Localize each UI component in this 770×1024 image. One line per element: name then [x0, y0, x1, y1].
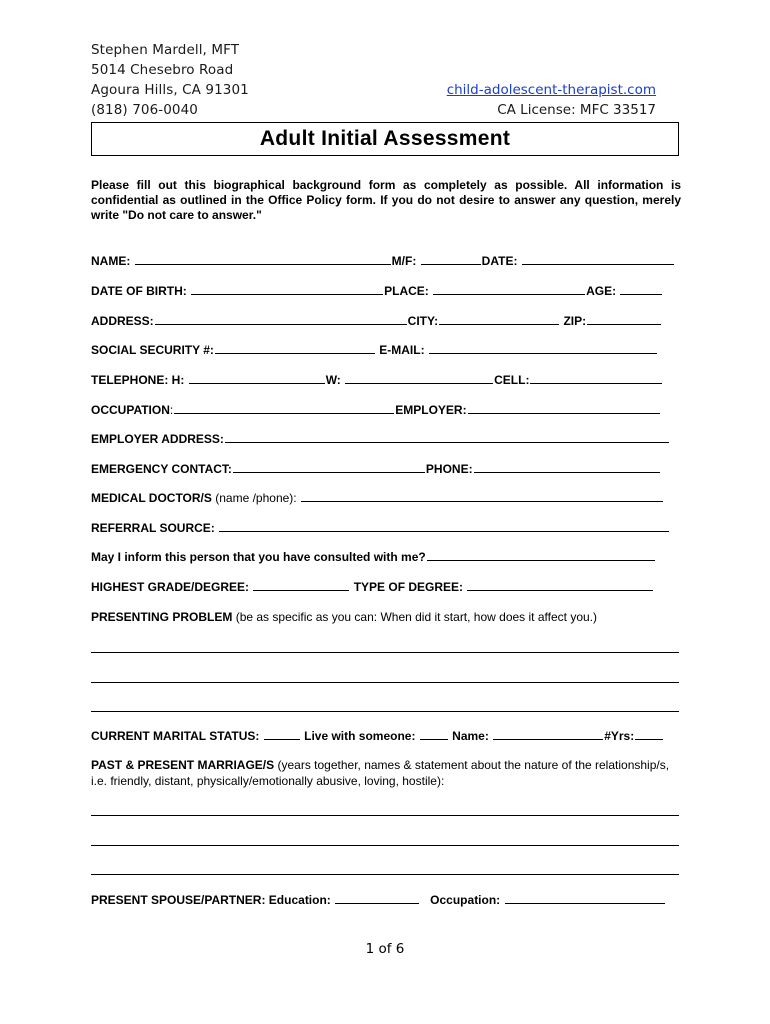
past-marriages-line-1[interactable]	[91, 815, 679, 816]
city-label: CITY:	[407, 314, 439, 328]
past-marriages	[91, 757, 681, 789]
highest-grade-label: HIGHEST GRADE/DEGREE:	[91, 580, 250, 594]
presenting-problem	[91, 609, 681, 625]
employer-address-label: EMPLOYER ADDRESS:	[91, 432, 224, 446]
zip-label: ZIP:	[563, 314, 587, 328]
presenting-problem-hint: (be as specific as you can: When did it start, how does it affect you.)	[235, 610, 597, 624]
mf-label: M/F:	[391, 254, 417, 268]
home-phone-field[interactable]	[189, 372, 325, 384]
spouse-occupation-label: Occupation:	[430, 893, 501, 907]
row-medical-doctor	[91, 490, 664, 506]
office-phone: (818) 706-0040	[91, 102, 198, 118]
row-occupation	[91, 402, 661, 418]
date-field[interactable]	[522, 253, 674, 265]
marital-name-field[interactable]	[493, 728, 603, 740]
presenting-problem-line-1[interactable]	[91, 652, 679, 653]
work-label: W:	[325, 373, 341, 387]
address-label: ADDRESS:	[91, 314, 154, 328]
marital-name-label: Name:	[452, 729, 489, 743]
city-address: Agoura Hills, CA 91301	[91, 82, 249, 98]
row-inform	[91, 549, 656, 565]
marital-status-field[interactable]	[264, 728, 300, 740]
email-label: E-MAIL:	[379, 343, 425, 357]
emergency-phone-field[interactable]	[474, 461, 660, 473]
page-number: 1 of 6	[365, 941, 405, 957]
cell-phone-field[interactable]	[530, 372, 662, 384]
page-title: Adult Initial Assessment	[259, 127, 511, 150]
referral-source-label: REFERRAL SOURCE:	[91, 521, 215, 535]
row-referral	[91, 520, 670, 536]
referral-source-field[interactable]	[219, 520, 669, 532]
email-field[interactable]	[429, 342, 657, 354]
row-dob	[91, 283, 663, 299]
occupation-colon: :	[169, 403, 174, 417]
age-label: AGE:	[586, 284, 617, 298]
age-field[interactable]	[620, 283, 662, 295]
presenting-problem-line-3[interactable]	[91, 711, 679, 712]
row-address	[91, 313, 662, 329]
address-field[interactable]	[155, 313, 407, 325]
spouse-education-field[interactable]	[335, 892, 419, 904]
zip-field[interactable]	[587, 313, 661, 325]
row-education	[91, 579, 654, 595]
row-telephone	[91, 372, 663, 388]
employer-label: EMPLOYER:	[395, 403, 467, 417]
name-field[interactable]	[135, 253, 391, 265]
cell-label: CELL:	[494, 373, 530, 387]
medical-doctor-field[interactable]	[301, 490, 663, 502]
mf-field[interactable]	[421, 253, 481, 265]
date-label: DATE:	[481, 254, 518, 268]
emergency-contact-label: EMERGENCY CONTACT:	[91, 462, 232, 476]
website-link[interactable]: child-adolescent-therapist.com	[446, 82, 656, 98]
highest-grade-field[interactable]	[253, 579, 349, 591]
phone-label: PHONE:	[425, 462, 473, 476]
row-ssn	[91, 342, 658, 358]
past-marriages-hint: (years together, names & statement about the nature of the relationship/s, i.e. friendly, distant, physically/emotionally abusive, loving, hostile):	[91, 758, 670, 788]
row-employer-address	[91, 431, 670, 447]
therapist-name: Stephen Mardell, MFT	[91, 42, 240, 58]
employer-field[interactable]	[468, 402, 660, 414]
occupation-label: OCCUPATION	[91, 403, 170, 417]
work-phone-field[interactable]	[345, 372, 493, 384]
presenting-problem-line-2[interactable]	[91, 682, 679, 683]
ssn-label: SOCIAL SECURITY #:	[91, 343, 214, 357]
medical-doctor-hint: (name /phone):	[215, 491, 297, 505]
row-name	[91, 253, 675, 269]
medical-doctor-label: MEDICAL DOCTOR/S	[91, 491, 212, 505]
city-field[interactable]	[439, 313, 559, 325]
license-number: CA License: MFC 33517	[497, 102, 656, 118]
street-address: 5014 Chesebro Road	[91, 62, 234, 78]
telephone-label: TELEPHONE: H:	[91, 373, 185, 387]
presenting-problem-label: PRESENTING PROBLEM	[91, 610, 233, 624]
name-label: NAME:	[91, 254, 131, 268]
past-marriages-label: PAST & PRESENT MARRIAGE/S	[91, 758, 275, 772]
live-with-field[interactable]	[420, 728, 448, 740]
row-spouse	[91, 892, 666, 908]
ssn-field[interactable]	[215, 342, 375, 354]
inform-label: May I inform this person that you have consulted with me?	[91, 550, 426, 564]
type-degree-label: TYPE OF DEGREE:	[353, 580, 464, 594]
past-marriages-line-2[interactable]	[91, 845, 679, 846]
live-with-label: Live with someone:	[304, 729, 416, 743]
yrs-field[interactable]	[635, 728, 663, 740]
title-box	[91, 122, 679, 156]
dob-field[interactable]	[191, 283, 383, 295]
spouse-occupation-field[interactable]	[505, 892, 665, 904]
marital-status-label: CURRENT MARITAL STATUS:	[91, 729, 260, 743]
yrs-label: #Yrs:	[604, 729, 635, 743]
row-emergency	[91, 461, 661, 477]
type-degree-field[interactable]	[467, 579, 653, 591]
spouse-education-label: PRESENT SPOUSE/PARTNER: Education:	[91, 893, 331, 907]
inform-field[interactable]	[427, 549, 655, 561]
occupation-field[interactable]	[174, 402, 394, 414]
employer-address-field[interactable]	[225, 431, 669, 443]
emergency-contact-field[interactable]	[233, 461, 425, 473]
intro-text: Please fill out this biographical background form as completely as possible. All information is confidential as outlined in the Office Policy form. If you do not desire to answer any question, merely write "Do not care to answer."	[91, 178, 681, 222]
place-label: PLACE:	[384, 284, 429, 298]
dob-label: DATE OF BIRTH:	[91, 284, 187, 298]
place-field[interactable]	[433, 283, 585, 295]
row-marital	[91, 728, 664, 744]
past-marriages-line-3[interactable]	[91, 874, 679, 875]
